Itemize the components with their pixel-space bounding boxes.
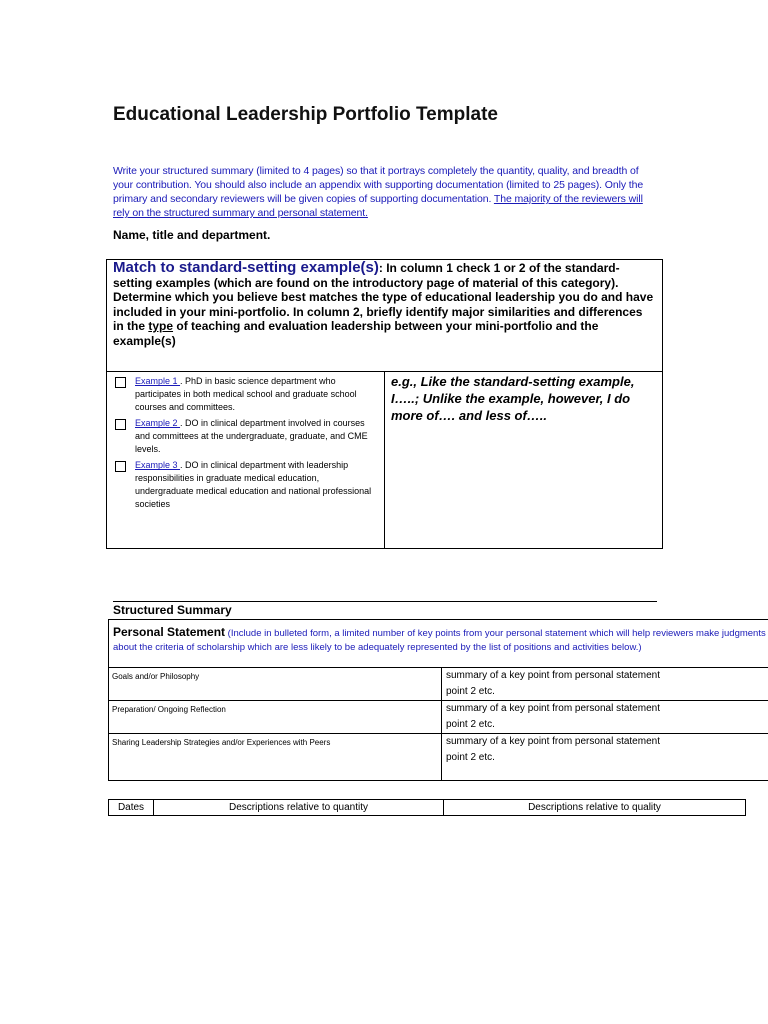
example-1-link[interactable]: Example 1 [135, 376, 181, 387]
dates-column-header: Dates [109, 800, 154, 816]
table-row [109, 734, 768, 781]
similarities-differences-field[interactable]: e.g., Like the standard-setting example, I…..; Unlike the example, however, I do more of…. and less of….. [385, 372, 663, 549]
example-2-checkbox[interactable] [115, 419, 126, 430]
preparation-reflection-label: Preparation/ Ongoing Reflection [109, 701, 442, 734]
goals-philosophy-label: Goals and/or Philosophy [109, 668, 442, 701]
match-instructions-part1: In column 1 check 1 or 2 of the standard-setting examples (which are found on the introductory page of material of this category). Determine which you believe best matches the type of educational leadership you do and have included in your mini-portfolio. In column 2, briefly identify major similarities and differences in the [113, 261, 654, 333]
summary-line-2: point 2 etc. [446, 719, 495, 730]
quantity-column-header: Descriptions relative to quantity [154, 800, 444, 816]
summary-line-2: point 2 etc. [446, 686, 495, 697]
instructions-paragraph [113, 164, 653, 220]
example-3-text: . DO in clinical department with leadership responsibilities in graduate medical education, undergraduate medical education and national professional societies [135, 460, 372, 510]
match-heading: Match to standard-setting example(s) [113, 259, 379, 276]
example-3-link[interactable]: Example 3 [135, 460, 181, 471]
sharing-leadership-label: Sharing Leadership Strategies and/or Experiences with Peers [109, 734, 442, 781]
dates-descriptions-table [108, 799, 746, 816]
preparation-reflection-field[interactable] [442, 701, 768, 734]
summary-line-1: summary of a key point from personal statement [446, 736, 660, 747]
match-instructions-type-word: type [148, 319, 174, 333]
example-2-description [135, 417, 378, 456]
personal-statement-note: (Include in bulleted form, a limited number of key points from your personal statement which will help reviewers make judgments about the criteria of scholarship which are less likely to be adequately represented by the list of positions and activities below.) [113, 628, 766, 653]
standard-setting-match-table [106, 259, 663, 549]
match-instructions [107, 260, 663, 372]
match-heading-colon: : [378, 261, 383, 275]
example-2-text: . DO in clinical department involved in courses and committees at the undergraduate, graduate, and CME levels. [135, 418, 368, 455]
match-instructions-part2: of teaching and evaluation leadership between your mini-portfolio and the example(s) [113, 319, 599, 348]
personal-statement-title: Personal Statement [113, 625, 226, 639]
section-divider [113, 601, 657, 602]
example-1-checkbox[interactable] [115, 377, 126, 388]
table-row [109, 701, 768, 734]
example-3-description [135, 459, 378, 511]
structured-summary-heading: Structured Summary [113, 603, 232, 617]
example-3-item [115, 459, 378, 511]
sharing-leadership-field[interactable] [442, 734, 768, 781]
example-1-description [135, 375, 378, 414]
example-checklist-column [107, 372, 385, 549]
example-2-item [115, 417, 378, 456]
example-1-item [115, 375, 378, 414]
name-title-department-label: Name, title and department. [113, 228, 271, 242]
summary-line-1: summary of a key point from personal statement [446, 703, 660, 714]
instructions-underlined-text: The majority of the reviewers will rely on the structured summary and personal statement. [113, 193, 643, 219]
quality-column-header: Descriptions relative to quality [444, 800, 746, 816]
example-2-link[interactable]: Example 2 [135, 418, 181, 429]
goals-philosophy-field[interactable] [442, 668, 768, 701]
summary-line-1: summary of a key point from personal statement [446, 670, 660, 681]
table-row [109, 668, 768, 701]
example-1-text: . PhD in basic science department who participates in both medical school and graduate school courses and committees. [135, 376, 357, 413]
example-3-checkbox[interactable] [115, 461, 126, 472]
summary-line-2: point 2 etc. [446, 752, 495, 763]
personal-statement-header [109, 620, 768, 668]
instructions-text: Write your structured summary (limited to 4 pages) so that it portrays completely the quantity, quality, and breadth of your contribution. You should also include an appendix with supporting documentation (limited to 25 pages). Only the primary and secondary reviewers will be given copies of supporting documentation. [113, 165, 644, 205]
page-title: Educational Leadership Portfolio Template [113, 104, 498, 125]
structured-summary-table [108, 619, 768, 781]
